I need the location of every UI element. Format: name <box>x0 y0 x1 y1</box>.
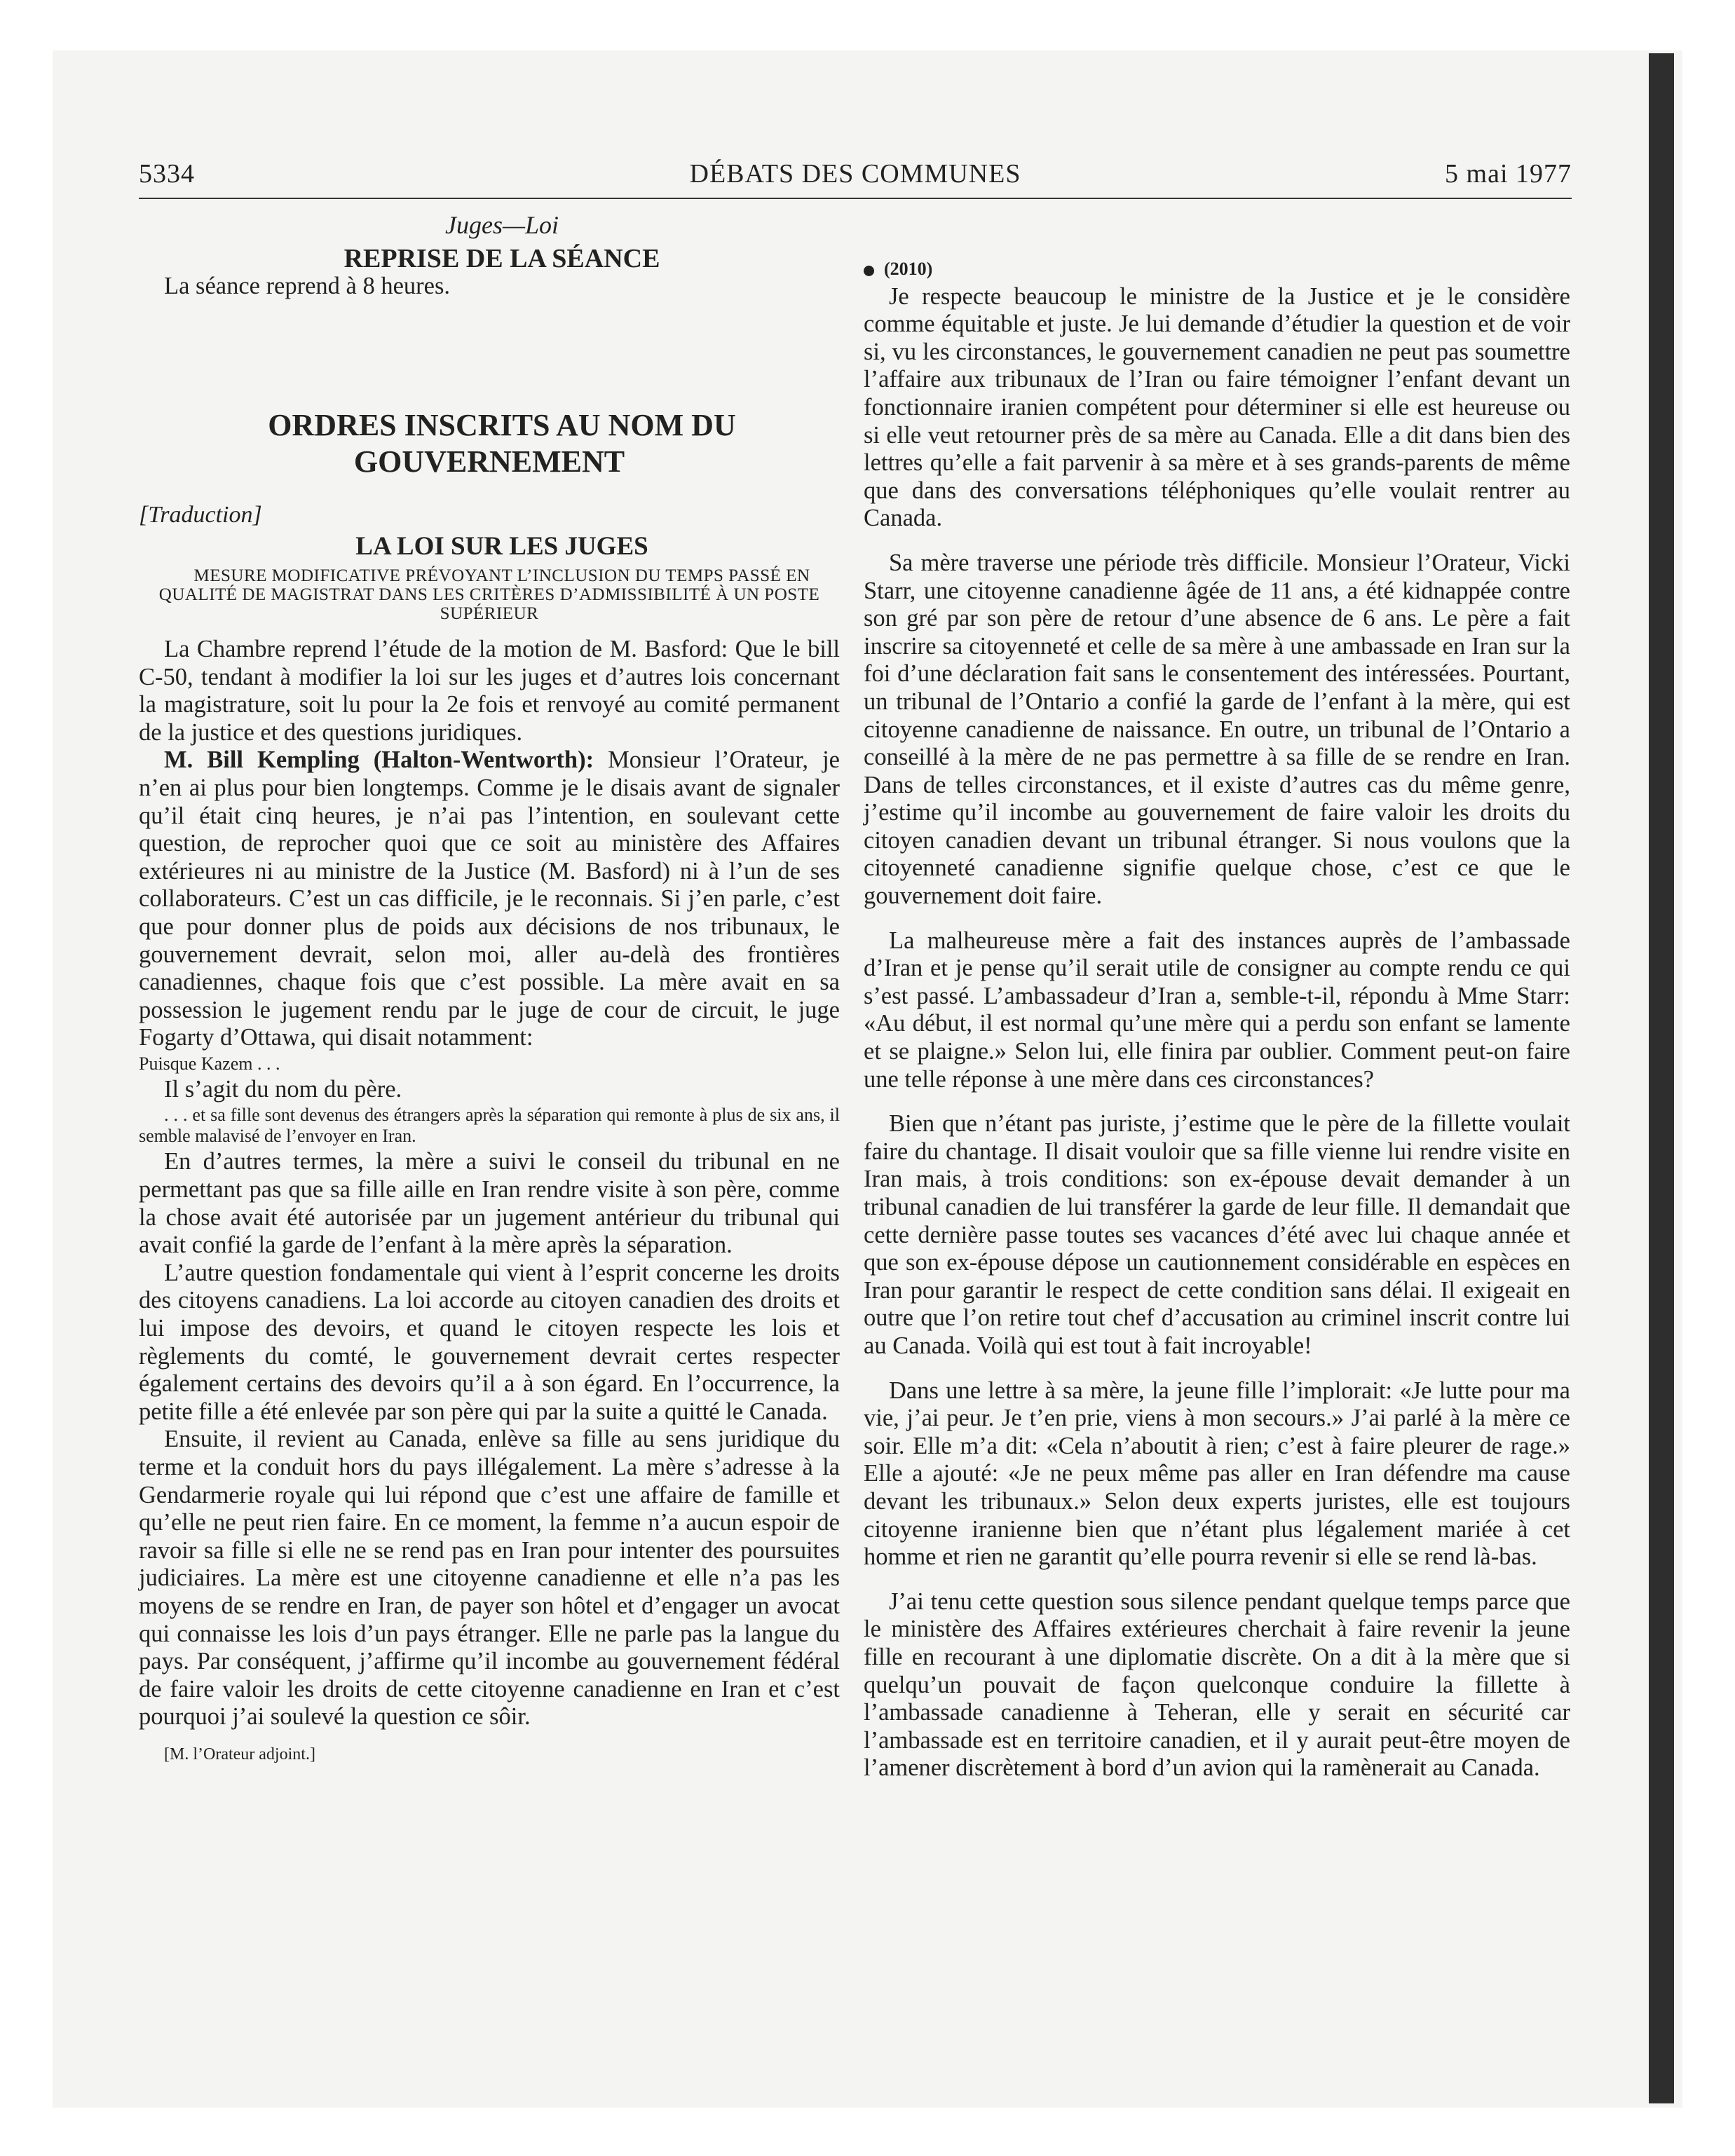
paragraph: Ensuite, il revient au Canada, enlève sa fille au sens juridique du terme et la conduit hors du pays illégalement. La mère s’adresse à la Gendarmerie royale qui lui répond que c’est une affaire de famille et qu’elle ne peut rien faire. En ce moment, la femme n’a aucun espoir de ravoir sa fille si elle ne se rend pas en Iran pour intenter des poursuites judiciaires. La mère est une citoyenne canadienne et elle n’a pas les moyens de se rendre en Iran, de payer son hôtel et d’engager un avocat qui connaisse les lois d’un pays étranger. Elle ne parle pas la langue du pays. Par conséquent, j’affirme qu’il incombe au gouvernement fédéral de faire valoir les droits de cette citoyenne canadienne en Iran et c’est pourquoi j’ai soulevé la question ce sôir. <box>139 1426 840 1731</box>
scan-edge-strip <box>1649 53 1674 2103</box>
translation-note: [Traduction] <box>139 501 262 528</box>
chair-note: [M. l’Orateur adjoint.] <box>164 1745 315 1763</box>
paragraph: L’autre question fondamentale qui vient à l’esprit concerne les droits des citoyens canadiens. La loi accorde au citoyen canadien des droits et lui impose des devoirs, et quand le citoyen respecte les lois et règlements du comté, le gouvernement devrait certes respecter également certains des devoirs qu’il a à son égard. En l’occurrence, la petite fille a été enlevée par son père qui par la suite a quitté le Canada. <box>139 1259 840 1425</box>
motion-paragraph: La Chambre reprend l’étude de la motion de M. Basford: Que le bill C-50, tendant à modifier la loi sur les juges et d’autres lois concernant la magistrature, soit lu pour la 2e fois et renvoyé au comité permanent de la justice et des questions juridiques. <box>139 635 840 746</box>
paragraph: En d’autres termes, la mère a suivi le conseil du tribunal en ne permettant pas que sa fille aille en Iran rendre visite à son père, comme la chose avait été autorisée par un jugement antérieur du tribunal qui avait confié la garde de l’enfant à la mère après la séparation. <box>139 1148 840 1259</box>
speech-text: Monsieur l’Orateur, je n’en ai plus pour bien longtemps. Comme je le disais avant de signaler qu’il était cinq heures, je n’ai pas l’intention, en soulevant cette question, de reprocher quoi que ce soit au ministère des Affaires extérieures ni au ministre de la Justice (M. Basford) ni à l’un de ses collaborateurs. C’est un cas difficile, je le reconnais. Si j’en parle, c’est que pour donner plus de poids aux décisions de nos tribunaux, le gouvernement devrait, selon moi, aller au-delà des frontières canadiennes, chaque fois que c’est possible. La mère avait en sa possession le jugement rendu par le juge de cour de circuit, le juge Fogarty d’Ottawa, qui disait notamment: <box>139 746 841 1051</box>
right-column <box>864 210 1570 1782</box>
quotation: . . . et sa fille sont devenus des étrangers après la séparation qui remonte à plus de six ans, il semble malavisé de l’envoyer en Iran. <box>139 1105 840 1147</box>
paragraph: Sa mère traverse une période très difficile. Monsieur l’Orateur, Vicki Starr, une citoyenne canadienne âgée de 11 ans, a été kidnappée contre son gré par son père de retour d’une absence de 6 ans. Le père a fait inscrire sa citoyenneté et celle de sa mère à une ambassade en Iran sur la foi d’une déclaration fait sans le consentement des intéressées. Pourtant, un tribunal de l’Ontario a confié la garde de l’enfant à la mère, qui est citoyenne canadienne de naissance. En outre, un tribunal de l’Ontario a conseillé à la mère de ne pas permettre à sa fille de se rendre en Iran. Dans de telles circonstances, et il existe d’autres cas du même genre, j’estime qu’il incombe au gouvernement de faire valoir les droits du citoyen canadien devant un tribunal étranger. Si nous voulons que la citoyenneté canadienne signifie quelque chose, c’est ce que le gouvernement doit faire. <box>864 549 1570 910</box>
header-rule <box>139 198 1572 199</box>
time-marker <box>864 255 1570 283</box>
bullet-icon <box>864 266 874 276</box>
law-title: LA LOI SUR LES JUGES <box>355 532 648 561</box>
subject-heading: Juges—Loi <box>445 211 559 239</box>
page-number: 5334 <box>139 159 195 189</box>
issue-date: 5 mai 1977 <box>1445 159 1572 189</box>
running-header <box>139 158 1572 199</box>
law-subtitle: MESURE MODIFICATIVE PRÉVOYANT L’INCLUSION DU TEMPS PASSÉ EN QUALITÉ DE MAGISTRAT DANS LES CRITÈRES D’ADMISSIBILITÉ À UN POSTE SUPÉRIEUR <box>158 566 820 623</box>
sitting-heading: REPRISE DE LA SÉANCE <box>343 243 660 273</box>
orders-heading: ORDRES INSCRITS AU NOM DU GOUVERNEMENT <box>268 407 736 479</box>
left-column <box>139 210 840 1769</box>
paragraph: Dans une lettre à sa mère, la jeune fille l’implorait: «Je lutte pour ma vie, j’ai peur. Je t’en prie, viens à mon secours.» J’ai parlé à la mère ce soir. Elle m’a dit: «Cela n’aboutit à rien; c’est à faire pleurer de rage.» Elle a ajouté: «Je ne peux même pas aller en Iran défendre ma cause devant les tribunaux.» Selon deux experts juristes, elle est toujours citoyenne iranienne bien que n’étant plus légalement mariée à cet homme et rien ne garantit qu’elle pourra revenir si elle se rend là-bas. <box>864 1377 1570 1571</box>
speech-paragraph <box>139 746 840 1052</box>
paragraph: Je respecte beaucoup le ministre de la Justice et je le considère comme équitable et juste. Je lui demande d’étudier la question et de voir si, vu les circonstances, le gouvernement canadien ne peut pas soumettre l’affaire aux tribunaux de l’Iran ou faire témoigner l’enfant devant un fonctionnaire iranien compétent pour déterminer si elle est heureuse ou si elle veut retourner près de sa mère au Canada. Elle a dit dans bien des lettres qu’elle a fait parvenir à sa mère et à ses grands-parents de même que dans des conversations téléphoniques qu’elle voulait rentrer au Canada. <box>864 282 1570 532</box>
paragraph: La malheureuse mère a fait des instances auprès de l’ambassade d’Iran et je pense qu’il serait utile de consigner au compte rendu ce qui s’est passé. L’ambassadeur d’Iran a, semble-t-il, répondu à Mme Starr: «Au début, il est normal qu’une mère qui a perdu son enfant se lamente et se plaigne.» Selon lui, elle finira par oublier. Comment peut-on faire une telle réponse à une mère dans ces circonstances? <box>864 927 1570 1093</box>
sitting-text: La séance reprend à 8 heures. <box>164 273 451 300</box>
quotation: Puisque Kazem . . . <box>139 1053 280 1074</box>
time-marker-text: (2010) <box>884 259 933 279</box>
paragraph: Il s’agit du nom du père. <box>164 1075 402 1103</box>
speaker-name: M. Bill Kempling (Halton-Wentworth): <box>164 746 594 774</box>
paragraph: Bien que n’étant pas juriste, j’estime que le père de la fillette voulait faire du chantage. Il disait vouloir que sa fille vienne lui rendre visite en Iran mais, à trois conditions: son ex-épouse devait demander à un tribunal canadien de lui transférer la garde de leur fille. Il demandait que cette dernière passe toutes ses vacances d’été avec lui chaque année et que son ex-épouse dépose un cautionnement considérable en espèces en Iran pour garantir le respect de cette condition sans délai. Il exigeait en outre que l’on retire tout chef d’accusation au criminel inscrit contre lui au Canada. Voilà qui est tout à fait incroyable! <box>864 1110 1570 1359</box>
publication-title: DÉBATS DES COMMUNES <box>689 159 1021 189</box>
paragraph: J’ai tenu cette question sous silence pendant quelque temps parce que le ministère des Affaires extérieures cherchait à faire revenir la jeune fille en recourant à une diplomatie discrète. On a dit à la mère que si quelqu’un pouvait de façon quelconque conduire la fillette à l’ambassade canadienne à Teheran, elle y serait en sécurité car l’ambassade est en territoire canadien, et il y aurait peut-être moyen de l’amener discrètement à bord d’un avion qui la ramènerait au Canada. <box>864 1588 1570 1782</box>
